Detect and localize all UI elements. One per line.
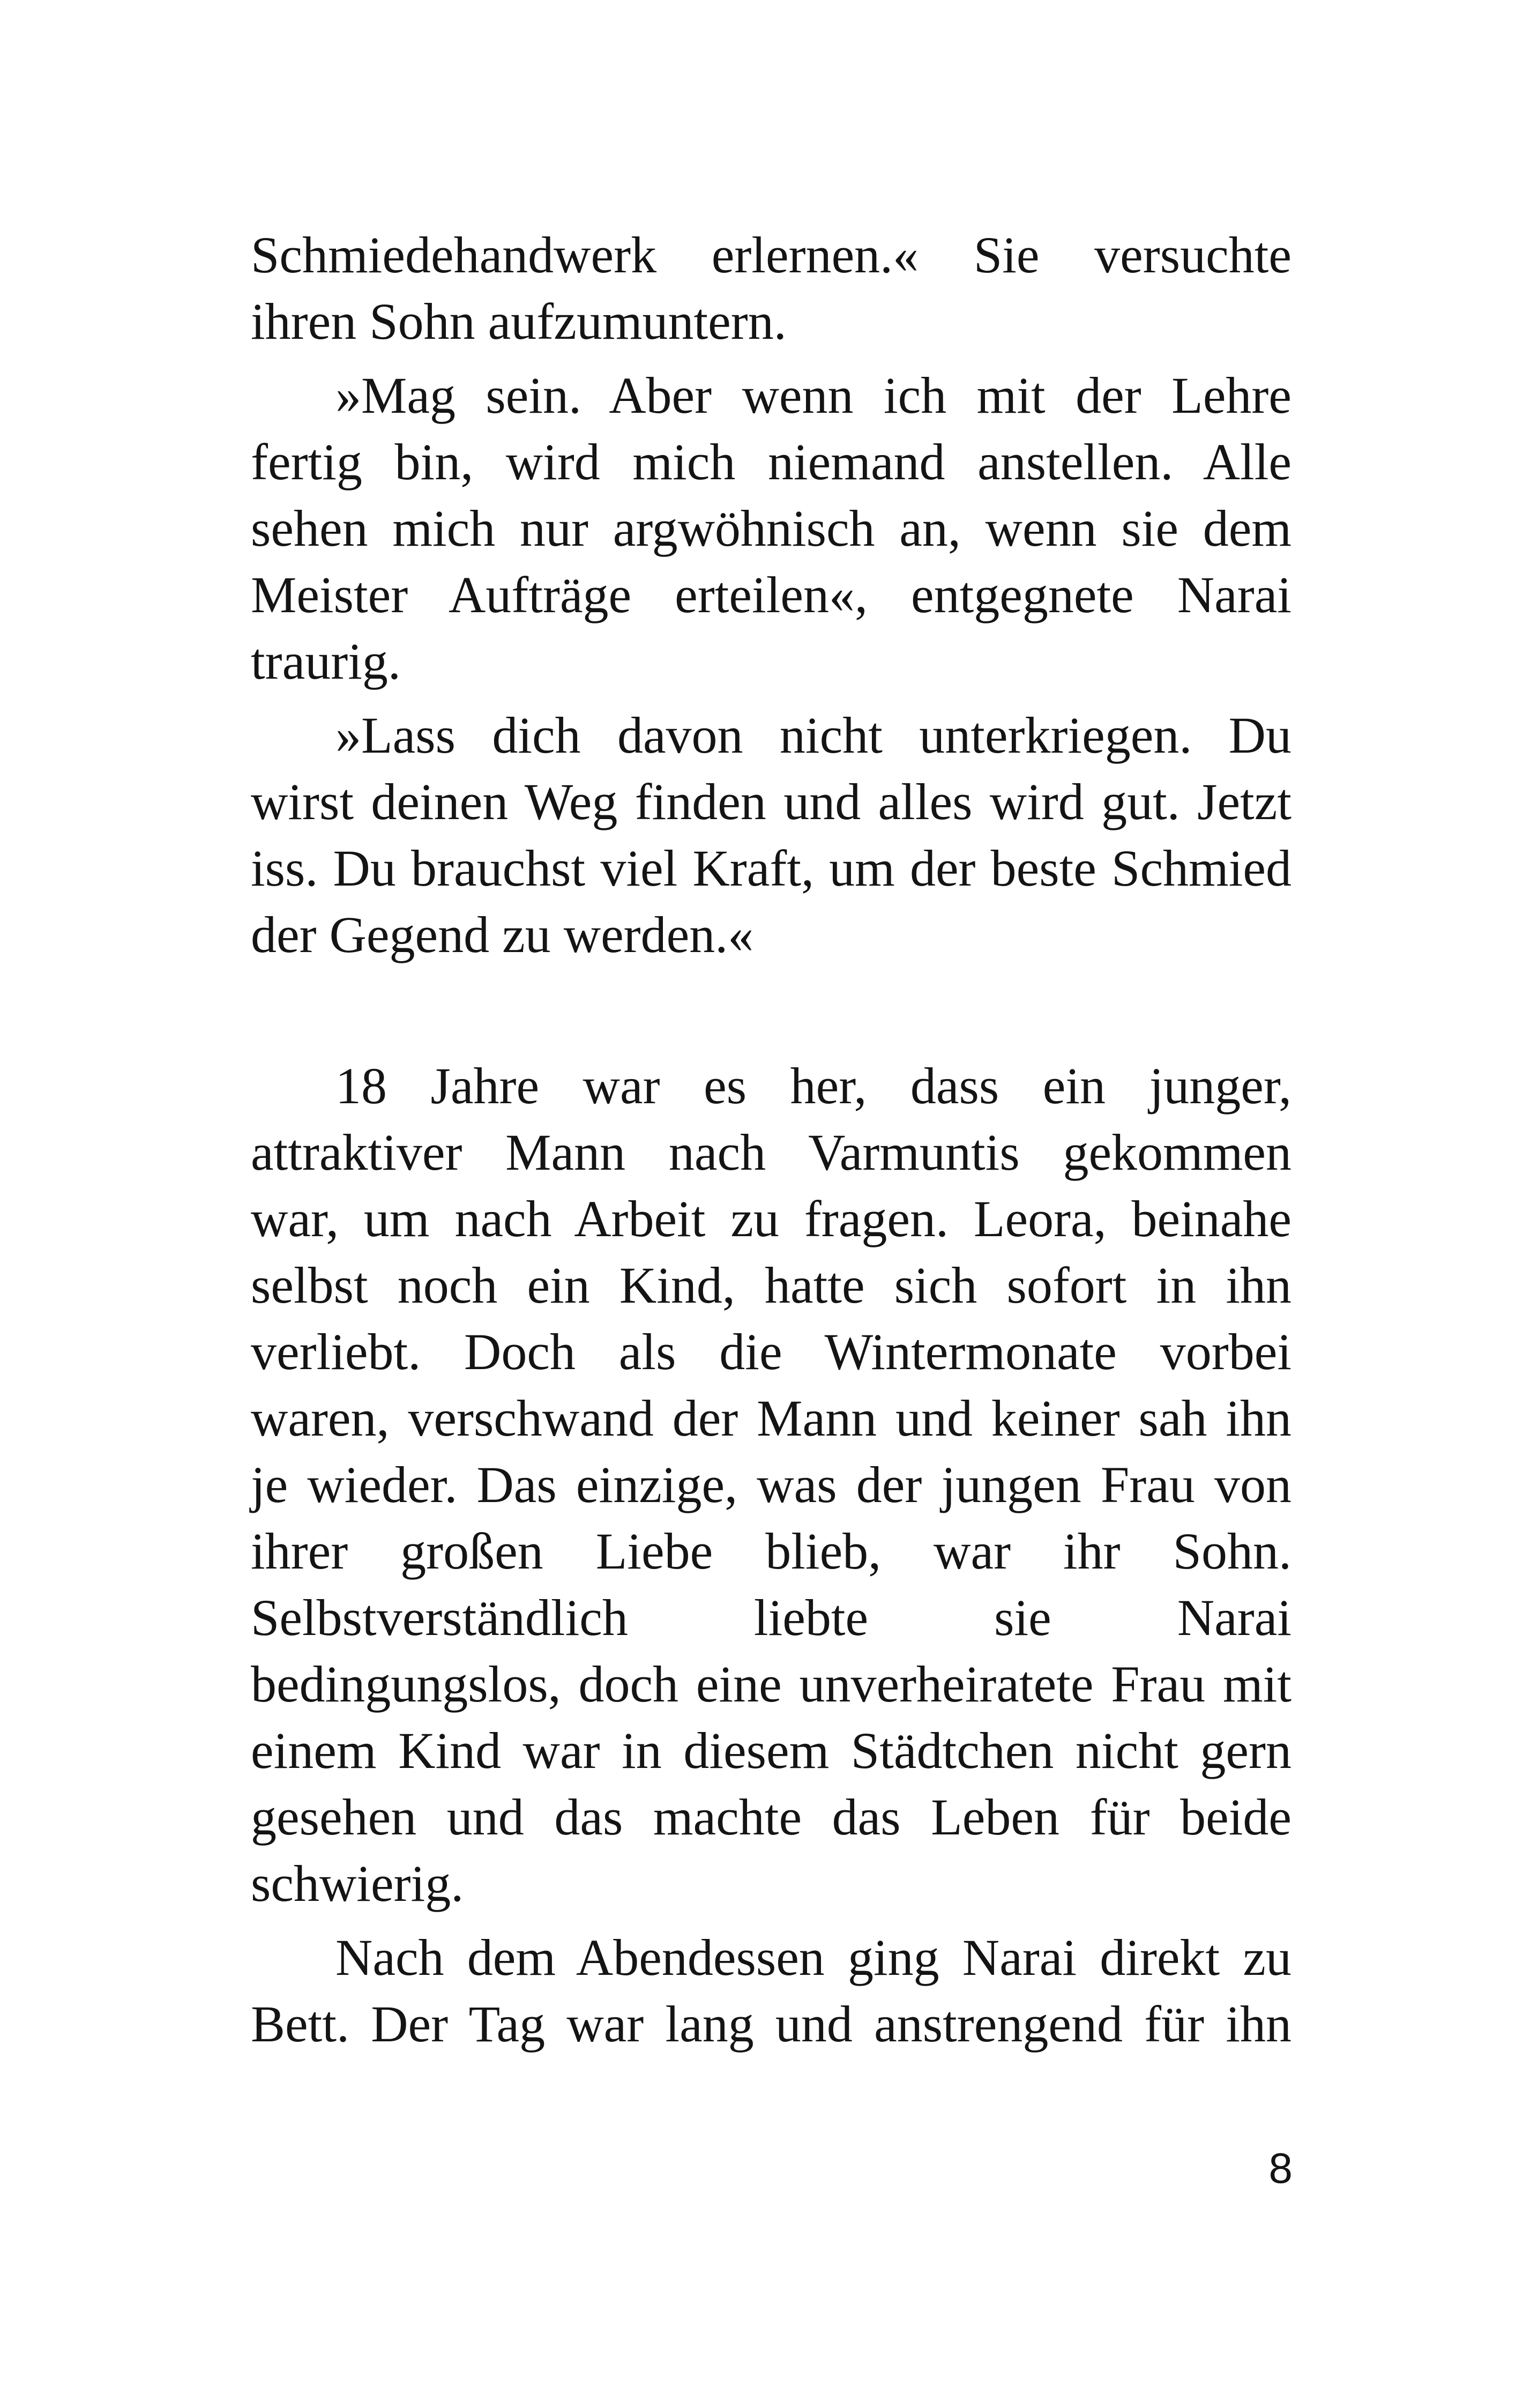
text-line: fertig bin, wird mich niemand anstellen. Alle — [251, 433, 1291, 490]
text-line: »Mag sein. Aber wenn ich mit der Lehre — [335, 367, 1291, 424]
text-line: 18 Jahre war es her, dass ein junger, — [335, 1057, 1291, 1114]
text-line: einem Kind war in diesem Städtchen nicht gern — [251, 1722, 1291, 1779]
text-line: bedingungslos, doch eine unverheiratete Frau mit — [251, 1655, 1291, 1713]
text-line: ihrer großen Liebe blieb, war ihr Sohn. — [251, 1522, 1291, 1580]
text-line: Bett. Der Tag war lang und anstrengend für ihn — [251, 1995, 1291, 2053]
text-line: Nach dem Abendessen ging Narai direkt zu — [335, 1929, 1291, 1986]
text-line: je wieder. Das einzige, was der jungen Frau von — [251, 1456, 1291, 1513]
page-number: 8 — [1268, 2144, 1293, 2192]
text-line: iss. Du brauchst viel Kraft, um der beste Schmied — [251, 839, 1291, 897]
text-line: schwierig. — [251, 1855, 464, 1912]
text-line: sehen mich nur argwöhnisch an, wenn sie dem — [251, 500, 1291, 557]
text-line: gesehen und das machte das Leben für beide — [251, 1788, 1291, 1846]
text-line: der Gegend zu werden.« — [251, 906, 754, 963]
text-line: traurig. — [251, 633, 401, 690]
text-line: Schmiedehandwerk erlernen.« Sie versuchte — [251, 226, 1291, 284]
text-line: Selbstverständlich liebte sie Narai — [251, 1589, 1291, 1646]
text-line: war, um nach Arbeit zu fragen. Leora, beinahe — [251, 1190, 1291, 1247]
text-line: attraktiver Mann nach Varmuntis gekommen — [251, 1124, 1291, 1181]
text-line: verliebt. Doch als die Wintermonate vorbei — [251, 1323, 1291, 1380]
text-line: Meister Aufträge erteilen«, entgegnete Narai — [251, 566, 1291, 623]
text-line: »Lass dich davon nicht unterkriegen. Du — [335, 707, 1291, 764]
text-line: selbst noch ein Kind, hatte sich sofort in ihn — [251, 1257, 1291, 1314]
text-line: ihren Sohn aufzumuntern. — [251, 293, 787, 350]
text-line: wirst deinen Weg finden und alles wird gut. Jetzt — [251, 773, 1291, 830]
text-line: waren, verschwand der Mann und keiner sah ihn — [251, 1389, 1291, 1447]
